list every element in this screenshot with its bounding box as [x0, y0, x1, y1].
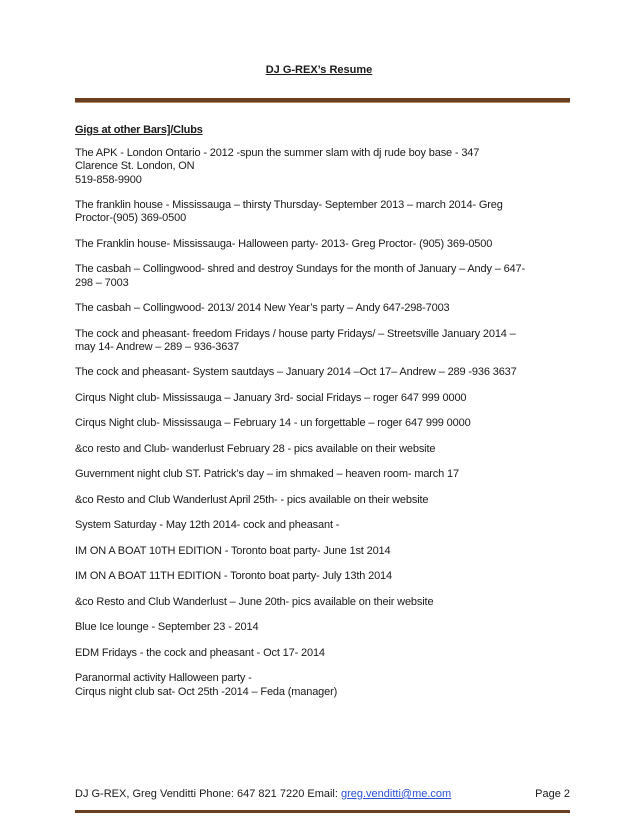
gig-entry-line: System Saturday - May 12th 2014- cock and pheasant -: [75, 519, 340, 532]
gig-entry: [75, 302, 570, 315]
gig-list: [75, 147, 570, 711]
gig-entry: [75, 468, 570, 481]
gig-entry-line: Cirqus Night club- Mississauga – January 3rd- social Fridays – roger 647 999 0000: [75, 391, 467, 404]
gig-entry-line: The APK - London Ontario - 2012 -spun the summer slam with dj rude boy base - 347: [75, 147, 480, 159]
gig-entry: [75, 596, 570, 609]
gig-entry: [75, 147, 570, 187]
gig-entry-line: Cirqus night club sat- Oct 25th -2014 – Feda (manager): [75, 685, 338, 698]
gig-entry-line: EDM Fridays - the cock and pheasant - Oct 17- 2014: [75, 646, 325, 659]
gig-entry-line: may 14- Andrew – 289 – 936-3637: [75, 340, 240, 353]
gig-entry: [75, 392, 570, 405]
gig-entry-line: The casbah – Collingwood- 2013/ 2014 New Year’s party – Andy 647-298-7003: [75, 302, 450, 315]
gig-entry-line: Guvernment night club ST. Patrick’s day – im shmaked – heaven room- march 17: [75, 468, 459, 481]
gig-entry: [75, 417, 570, 430]
gig-entry: [75, 366, 570, 379]
header-divider: [75, 98, 570, 103]
footer-divider: [75, 810, 570, 813]
resume-title: DJ G-REX’s Resume: [265, 64, 373, 76]
gig-entry: [75, 443, 570, 456]
gig-entry: [75, 672, 570, 699]
gig-entry-line: The cock and pheasant- System sautdays – January 2014 –Oct 17– Andrew – 289 -936 3637: [75, 366, 517, 379]
section-heading: Gigs at other Bars]/Clubs: [75, 124, 203, 136]
gig-entry-line: The casbah – Collingwood- shred and destroy Sundays for the month of January – Andy – 647-: [75, 263, 526, 276]
gig-entry: [75, 238, 570, 251]
gig-entry-line: &co Resto and Club Wanderlust April 25th- - pics available on their website: [75, 493, 429, 506]
gig-entry-line: IM ON A BOAT 10TH EDITION - Toronto boat party- June 1st 2014: [75, 544, 391, 557]
gig-entry: [75, 647, 570, 660]
gig-entry-line: &co Resto and Club Wanderlust – June 20th- pics available on their website: [75, 595, 434, 608]
gig-entry: [75, 570, 570, 583]
gig-entry: [75, 263, 570, 290]
footer-contact: DJ G-REX, Greg Venditti Phone: 647 821 7220 Email:: [75, 788, 341, 800]
page-number: Page 2: [535, 788, 570, 800]
gig-entry-line: Blue Ice lounge - September 23 - 2014: [75, 621, 259, 634]
gig-entry-line: The franklin house - Mississauga – thirsty Thursday- September 2013 – march 2014- Greg: [75, 199, 503, 212]
gig-entry-line: &co resto and Club- wanderlust February 28 - pics available on their website: [75, 442, 436, 455]
footer-email-link[interactable]: greg.venditti@me.com: [340, 788, 452, 800]
gig-entry: [75, 519, 570, 532]
gig-entry: [75, 199, 570, 226]
gig-entry: [75, 621, 570, 634]
gig-entry-line: Proctor-(905) 369-0500: [75, 212, 187, 225]
gig-entry-line: Clarence St. London, ON: [75, 160, 195, 173]
gig-entry: [75, 494, 570, 507]
gig-entry-line: Paranormal activity Halloween party -: [75, 672, 252, 685]
gig-entry: [75, 328, 570, 355]
gig-entry-line: 298 – 7003: [75, 276, 129, 289]
gig-entry-line: IM ON A BOAT 11TH EDITION - Toronto boat party- July 13th 2014: [75, 570, 392, 583]
page-footer: [75, 788, 570, 800]
gig-entry-line: 519-858-9900: [75, 173, 142, 186]
gig-entry-line: The cock and pheasant- freedom Fridays / house party Fridays/ – Streetsville January 2014 –: [75, 327, 516, 340]
gig-entry: [75, 545, 570, 558]
gig-entry-line: The Franklin house- Mississauga- Halloween party- 2013- Greg Proctor- (905) 369-0500: [75, 237, 493, 250]
gig-entry-line: Cirqus Night club- Mississauga – February 14 - un forgettable – roger 647 999 0000: [75, 417, 471, 430]
